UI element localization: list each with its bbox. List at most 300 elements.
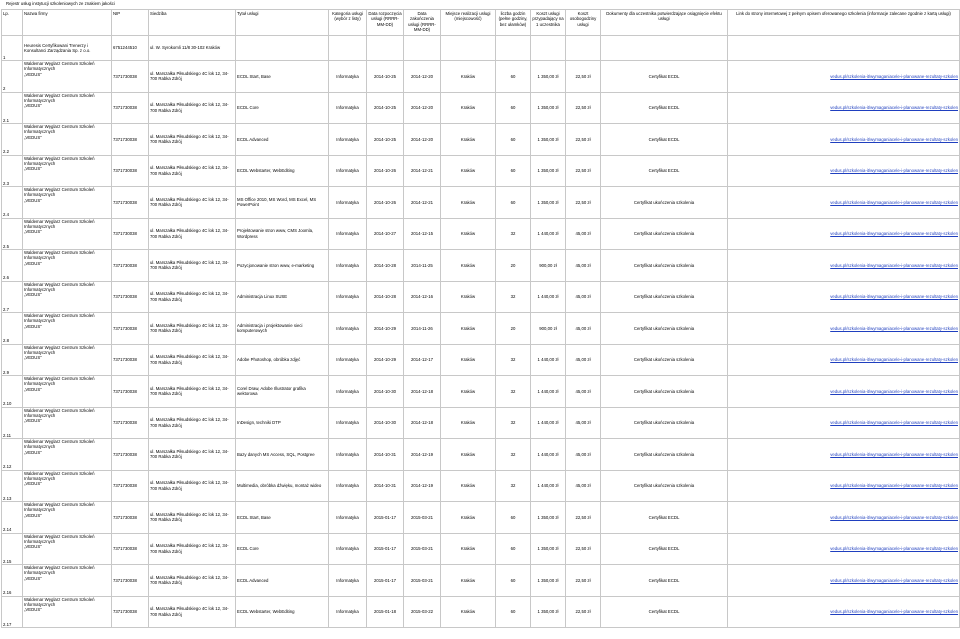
row-title: ECDL Start, Base: [236, 502, 329, 534]
row-cost-per-hour: 45,00 zł: [566, 313, 601, 345]
row-category: Informatyka: [329, 565, 367, 597]
row-provider: [23, 313, 112, 345]
row-place: Kraków: [441, 187, 496, 219]
row-link[interactable]: vedus.pl/szkolenia-it/wymaganiacele-i-planowane-rezultaty-szkolen: [728, 344, 960, 376]
row-document: Certyfikat ECDL: [601, 502, 728, 534]
header-documents: Dokumenty dla uczestnika potwierdzające osiągnięcie efektu usługi: [601, 10, 728, 36]
row-link[interactable]: vedus.pl/szkolenia-it/wymaganiacele-i-planowane-rezultaty-szkolen: [728, 439, 960, 471]
row-hours: 60: [496, 565, 531, 597]
provider-line: Waldemar Węglarz Centrum Szkoleń: [24, 92, 95, 98]
row-provider: [23, 407, 112, 439]
row-place: Kraków: [441, 470, 496, 502]
provider-line: „VEDUS”: [24, 481, 42, 487]
row-document: Certyfikat ukończenia szkolenia: [601, 470, 728, 502]
row-nip: 7371730038: [112, 187, 149, 219]
row-hours: 20: [496, 313, 531, 345]
row-link[interactable]: vedus.pl/szkolenia-it/wymaganiacele-i-planowane-rezultaty-szkolen: [728, 407, 960, 439]
row-cost: 900,00 zł: [531, 250, 566, 282]
provider-line: Informatycznych: [24, 570, 56, 576]
firm-nip: 6751244510: [112, 36, 149, 61]
provider-line: Waldemar Węglarz Centrum Szkoleń: [24, 61, 95, 66]
row-hours: 32: [496, 407, 531, 439]
header-start-date: Data rozpoczęcia usługi (RRRR-MM-DD): [367, 10, 404, 36]
row-hours: 60: [496, 61, 531, 93]
provider-line: Waldemar Węglarz Centrum Szkoleń: [24, 470, 95, 476]
row-seat: ul. Marszałka Piłsudskiego 4C lok 12, 34-700 Rabka Zdrój: [149, 376, 236, 408]
row-document: Certyfikat ECDL: [601, 155, 728, 187]
row-title: Administracja Linux SUSE: [236, 281, 329, 313]
row-category: Informatyka: [329, 281, 367, 313]
row-cost-per-hour: 22,50 zł: [566, 92, 601, 124]
firm-name: Heuresis Certyfikowani Trenerzy i Konsultanci Zarządzania Sp. z o.o.: [23, 36, 112, 61]
row-provider: [23, 533, 112, 565]
row-lp: 2.13: [2, 470, 23, 502]
row-document: Certyfikat ukończenia szkolenia: [601, 218, 728, 250]
firm-seat: ul. W. Syrokomli 11/8 30-102 Kraków: [149, 36, 236, 61]
row-cost: 1 350,00 zł: [531, 596, 566, 628]
row-cost: 1 440,00 zł: [531, 407, 566, 439]
provider-line: Waldemar Węglarz Centrum Szkoleń: [24, 407, 95, 413]
row-cost: 1 350,00 zł: [531, 502, 566, 534]
row-cost: 1 440,00 zł: [531, 470, 566, 502]
header-lp: Lp.: [2, 10, 23, 36]
row-end-date: 2014-11-26: [404, 313, 441, 345]
provider-line: „VEDUS”: [24, 355, 42, 361]
row-end-date: 2015-03-21: [404, 533, 441, 565]
row-end-date: 2015-03-21: [404, 502, 441, 534]
row-end-date: 2014-12-19: [404, 470, 441, 502]
row-place: Kraków: [441, 344, 496, 376]
provider-line: Waldemar Węglarz Centrum Szkoleń: [24, 218, 95, 224]
row-nip: 7371730038: [112, 376, 149, 408]
table-row: [2, 61, 960, 93]
row-start-date: 2014-10-26: [367, 155, 404, 187]
provider-line: Waldemar Węglarz Centrum Szkoleń: [24, 250, 95, 255]
row-place: Kraków: [441, 218, 496, 250]
row-cost-per-hour: 45,00 zł: [566, 250, 601, 282]
row-provider: [23, 596, 112, 628]
row-link[interactable]: vedus.pl/szkolenia-it/wymaganiacele-i-planowane-rezultaty-szkolen: [728, 502, 960, 534]
row-place: Kraków: [441, 250, 496, 282]
row-nip: 7371730038: [112, 313, 149, 345]
row-title: MS Office 2010, MS Word, MS Excel, MS PowerPoint: [236, 187, 329, 219]
row-end-date: 2014-12-16: [404, 281, 441, 313]
row-link[interactable]: vedus.pl/szkolenia-it/wymaganiacele-i-planowane-rezultaty-szkolen: [728, 565, 960, 597]
row-cost: 1 440,00 zł: [531, 344, 566, 376]
row-title: Pozycjonowanie stron www, e-marketing: [236, 250, 329, 282]
provider-line: Informatycznych: [24, 444, 56, 450]
row-cost-per-hour: 45,00 zł: [566, 470, 601, 502]
row-link[interactable]: vedus.pl/szkolenia-it/wymaganiacele-i-planowane-rezultaty-szkolen: [728, 596, 960, 628]
row-provider: [23, 344, 112, 376]
row-hours: 60: [496, 92, 531, 124]
row-nip: 7371730038: [112, 218, 149, 250]
row-end-date: 2014-12-21: [404, 187, 441, 219]
row-cost-per-hour: 22,50 zł: [566, 155, 601, 187]
row-provider: [23, 218, 112, 250]
row-nip: 7371730038: [112, 470, 149, 502]
row-lp: 2.10: [2, 376, 23, 408]
row-title: Adobe Photoshop, obróbka zdjęć: [236, 344, 329, 376]
row-category: Informatyka: [329, 376, 367, 408]
row-nip: 7371730038: [112, 439, 149, 471]
table-row: [2, 124, 960, 156]
provider-line: Informatycznych: [24, 601, 56, 607]
row-start-date: 2014-10-28: [367, 281, 404, 313]
row-seat: ul. Marszałka Piłsudskiego 4C lok 12, 34-700 Rabka Zdrój: [149, 155, 236, 187]
header-link: Link do strony internetowej z pełnym opisem oferowanego szkolenia (informacje zalecane zgodnie z kartą usługi): [728, 10, 960, 36]
row-lp: 2: [2, 61, 23, 93]
firm-lp: 1: [2, 36, 23, 61]
row-cost: 1 440,00 zł: [531, 376, 566, 408]
row-category: Informatyka: [329, 187, 367, 219]
row-title: Projektowanie stron www, CMS Joomla, Wordpress: [236, 218, 329, 250]
row-nip: 7371730038: [112, 533, 149, 565]
row-seat: ul. Marszałka Piłsudskiego 4C lok 12, 34-700 Rabka Zdrój: [149, 565, 236, 597]
row-lp: 2.8: [2, 313, 23, 345]
row-seat: ul. Marszałka Piłsudskiego 4C lok 12, 34-700 Rabka Zdrój: [149, 218, 236, 250]
row-nip: 7371730038: [112, 250, 149, 282]
row-category: Informatyka: [329, 155, 367, 187]
row-category: Informatyka: [329, 218, 367, 250]
row-link[interactable]: vedus.pl/szkolenia-it/wymaganiacele-i-planowane-rezultaty-szkolen: [728, 187, 960, 219]
row-place: Kraków: [441, 124, 496, 156]
row-seat: ul. Marszałka Piłsudskiego 4C lok 12, 34-700 Rabka Zdrój: [149, 533, 236, 565]
row-cost: 1 350,00 zł: [531, 565, 566, 597]
provider-line: Informatycznych: [24, 223, 56, 229]
table-row: [2, 187, 960, 219]
firm-row: [2, 36, 960, 61]
row-document: Certyfikat ECDL: [601, 61, 728, 93]
row-document: Certyfikat ukończenia szkolenia: [601, 344, 728, 376]
row-hours: 32: [496, 281, 531, 313]
row-seat: ul. Marszałka Piłsudskiego 4C lok 12, 34-700 Rabka Zdrój: [149, 502, 236, 534]
header-nip: NIP: [112, 10, 149, 36]
row-cost: 1 350,00 zł: [531, 92, 566, 124]
row-category: Informatyka: [329, 439, 367, 471]
row-lp: 2.2: [2, 124, 23, 156]
provider-line: „VEDUS”: [24, 607, 42, 613]
row-category: Informatyka: [329, 344, 367, 376]
row-seat: ul. Marszałka Piłsudskiego 4C lok 12, 34-700 Rabka Zdrój: [149, 281, 236, 313]
row-link[interactable]: vedus.pl/szkolenia-it/wymaganiacele-i-planowane-rezultaty-szkolen: [728, 313, 960, 345]
table-row: [2, 344, 960, 376]
row-provider: [23, 250, 112, 282]
row-place: Kraków: [441, 376, 496, 408]
row-document: Certyfikat ECDL: [601, 92, 728, 124]
table-row: [2, 92, 960, 124]
header-place: Miejsce realizacji usługi (miejscowość): [441, 10, 496, 36]
provider-line: Informatycznych: [24, 507, 56, 513]
row-provider: [23, 61, 112, 93]
provider-line: Informatycznych: [24, 318, 56, 324]
table-row: [2, 313, 960, 345]
table-row: [2, 502, 960, 534]
row-category: Informatyka: [329, 596, 367, 628]
provider-line: „VEDUS”: [24, 575, 42, 581]
provider-line: Informatycznych: [24, 160, 56, 166]
provider-line: Informatycznych: [24, 66, 56, 72]
provider-line: Informatycznych: [24, 255, 56, 261]
provider-line: „VEDUS”: [24, 197, 42, 203]
header-end-date: Data zakończenia usługi (RRRR-MM-DD): [404, 10, 441, 36]
row-lp: 2.9: [2, 344, 23, 376]
row-category: Informatyka: [329, 502, 367, 534]
row-cost-per-hour: 22,50 zł: [566, 124, 601, 156]
row-start-date: 2014-10-29: [367, 313, 404, 345]
row-provider: [23, 439, 112, 471]
row-title: Multimedia, obróbka dźwięku, montaż wideo: [236, 470, 329, 502]
provider-line: Waldemar Węglarz Centrum Szkoleń: [24, 502, 95, 507]
row-start-date: 2014-10-30: [367, 376, 404, 408]
table-row: [2, 596, 960, 628]
row-lp: 2.11: [2, 407, 23, 439]
row-document: Certyfikat ukończenia szkolenia: [601, 187, 728, 219]
row-cost: 1 350,00 zł: [531, 61, 566, 93]
row-start-date: 2014-10-27: [367, 218, 404, 250]
row-place: Kraków: [441, 407, 496, 439]
row-lp: 2.4: [2, 187, 23, 219]
row-cost: 900,00 zł: [531, 313, 566, 345]
row-category: Informatyka: [329, 407, 367, 439]
provider-line: Waldemar Węglarz Centrum Szkoleń: [24, 533, 95, 539]
row-provider: [23, 155, 112, 187]
row-lp: 2.1: [2, 92, 23, 124]
row-link[interactable]: vedus.pl/szkolenia-it/wymaganiacele-i-planowane-rezultaty-szkolen: [728, 124, 960, 156]
row-cost-per-hour: 45,00 zł: [566, 344, 601, 376]
row-category: Informatyka: [329, 124, 367, 156]
row-hours: 32: [496, 218, 531, 250]
provider-line: Informatycznych: [24, 381, 56, 387]
row-cost-per-hour: 22,50 zł: [566, 502, 601, 534]
row-start-date: 2015-01-17: [367, 502, 404, 534]
row-place: Kraków: [441, 596, 496, 628]
provider-line: „VEDUS”: [24, 449, 42, 455]
row-title: ECDL Advanced: [236, 124, 329, 156]
row-document: Certyfikat ukończenia szkolenia: [601, 313, 728, 345]
row-start-date: 2014-10-31: [367, 439, 404, 471]
provider-line: Waldemar Węglarz Centrum Szkoleń: [24, 344, 95, 350]
row-link[interactable]: vedus.pl/szkolenia-it/wymaganiacele-i-planowane-rezultaty-szkolen: [728, 155, 960, 187]
row-provider: [23, 281, 112, 313]
row-title: ECDL Advanced: [236, 565, 329, 597]
row-hours: 20: [496, 250, 531, 282]
header-seat: Siedziba: [149, 10, 236, 36]
row-nip: 7371730038: [112, 281, 149, 313]
row-link[interactable]: vedus.pl/szkolenia-it/wymaganiacele-i-planowane-rezultaty-szkolen: [728, 281, 960, 313]
row-cost-per-hour: 45,00 zł: [566, 281, 601, 313]
table-row: [2, 376, 960, 408]
row-hours: 32: [496, 439, 531, 471]
header-title: Tytuł usługi: [236, 10, 329, 36]
provider-line: „VEDUS”: [24, 103, 42, 109]
row-document: Certyfikat ukończenia szkolenia: [601, 376, 728, 408]
row-cost: 1 350,00 zł: [531, 124, 566, 156]
row-seat: ul. Marszałka Piłsudskiego 4C lok 12, 34-700 Rabka Zdrój: [149, 439, 236, 471]
row-seat: ul. Marszałka Piłsudskiego 4C lok 12, 34-700 Rabka Zdrój: [149, 187, 236, 219]
provider-line: Informatycznych: [24, 97, 56, 103]
row-cost: 1 440,00 zł: [531, 281, 566, 313]
header-hours: liczba godzin (pełne godziny, bez ułamków): [496, 10, 531, 36]
row-cost: 1 440,00 zł: [531, 439, 566, 471]
row-end-date: 2014-12-21: [404, 155, 441, 187]
row-title: Administracja i projektowanie sieci komputerowych: [236, 313, 329, 345]
row-place: Kraków: [441, 439, 496, 471]
row-cost-per-hour: 22,50 zł: [566, 187, 601, 219]
row-lp: 2.6: [2, 250, 23, 282]
table-row: [2, 218, 960, 250]
row-link[interactable]: vedus.pl/szkolenia-it/wymaganiacele-i-planowane-rezultaty-szkolen: [728, 533, 960, 565]
row-seat: ul. Marszałka Piłsudskiego 4C lok 12, 34-700 Rabka Zdrój: [149, 470, 236, 502]
row-end-date: 2014-12-18: [404, 376, 441, 408]
row-title: ECDL Webstarter, WebEditing: [236, 596, 329, 628]
row-place: Kraków: [441, 533, 496, 565]
row-cost-per-hour: 45,00 zł: [566, 218, 601, 250]
provider-line: „VEDUS”: [24, 260, 42, 266]
row-provider: [23, 470, 112, 502]
row-start-date: 2014-10-25: [367, 124, 404, 156]
row-hours: 32: [496, 470, 531, 502]
row-nip: 7371730038: [112, 407, 149, 439]
row-end-date: 2014-12-15: [404, 218, 441, 250]
row-start-date: 2014-10-25: [367, 92, 404, 124]
row-place: Kraków: [441, 92, 496, 124]
table-row: [2, 250, 960, 282]
registry-table: [1, 9, 960, 628]
row-provider: [23, 92, 112, 124]
row-link[interactable]: vedus.pl/szkolenia-it/wymaganiacele-i-planowane-rezultaty-szkolen: [728, 470, 960, 502]
table-row: [2, 470, 960, 502]
row-seat: ul. Marszałka Piłsudskiego 4C lok 12, 34-700 Rabka Zdrój: [149, 124, 236, 156]
row-end-date: 2014-12-20: [404, 92, 441, 124]
row-hours: 32: [496, 376, 531, 408]
row-cost-per-hour: 22,50 zł: [566, 596, 601, 628]
row-place: Kraków: [441, 61, 496, 93]
row-category: Informatyka: [329, 313, 367, 345]
header-category: Kategoria usługi (wybór z listy): [329, 10, 367, 36]
row-end-date: 2015-03-21: [404, 565, 441, 597]
provider-line: Informatycznych: [24, 286, 56, 292]
row-category: Informatyka: [329, 92, 367, 124]
header-row: [2, 10, 960, 36]
row-title: Bazy danych MS Access, SQL, Postgree: [236, 439, 329, 471]
provider-line: Waldemar Węglarz Centrum Szkoleń: [24, 281, 95, 287]
provider-line: „VEDUS”: [24, 418, 42, 424]
provider-line: Waldemar Węglarz Centrum Szkoleń: [24, 187, 95, 192]
provider-line: „VEDUS”: [24, 134, 42, 140]
row-hours: 60: [496, 596, 531, 628]
row-link[interactable]: vedus.pl/szkolenia-it/wymaganiacele-i-planowane-rezultaty-szkolen: [728, 376, 960, 408]
provider-line: Waldemar Węglarz Centrum Szkoleń: [24, 124, 95, 129]
row-hours: 60: [496, 533, 531, 565]
table-row: [2, 407, 960, 439]
row-start-date: 2015-01-17: [367, 533, 404, 565]
provider-line: Informatycznych: [24, 412, 56, 418]
header-cost-per-hour: Koszt osobogodziny usługi: [566, 10, 601, 36]
row-title: Corel Draw, Adobe Illustrator grafika wektorowa: [236, 376, 329, 408]
row-document: Certyfikat ECDL: [601, 533, 728, 565]
row-nip: 7371730038: [112, 155, 149, 187]
row-cost-per-hour: 45,00 zł: [566, 439, 601, 471]
row-document: Certyfikat ukończenia szkolenia: [601, 439, 728, 471]
row-end-date: 2014-12-20: [404, 61, 441, 93]
row-lp: 2.12: [2, 439, 23, 471]
row-seat: ul. Marszałka Piłsudskiego 4C lok 12, 34-700 Rabka Zdrój: [149, 344, 236, 376]
row-end-date: 2014-12-17: [404, 344, 441, 376]
row-document: Certyfikat ECDL: [601, 596, 728, 628]
row-document: Certyfikat ECDL: [601, 565, 728, 597]
row-provider: [23, 565, 112, 597]
row-cost-per-hour: 22,50 zł: [566, 565, 601, 597]
provider-line: Informatycznych: [24, 349, 56, 355]
row-provider: [23, 502, 112, 534]
row-cost-per-hour: 45,00 zł: [566, 376, 601, 408]
row-seat: ul. Marszałka Piłsudskiego 4C lok 12, 34-700 Rabka Zdrój: [149, 250, 236, 282]
provider-line: Waldemar Węglarz Centrum Szkoleń: [24, 439, 95, 444]
row-lp: 2.15: [2, 533, 23, 565]
provider-line: Informatycznych: [24, 129, 56, 135]
row-document: Certyfikat ECDL: [601, 124, 728, 156]
row-seat: ul. Marszałka Piłsudskiego 4C lok 12, 34-700 Rabka Zdrój: [149, 92, 236, 124]
provider-line: Waldemar Węglarz Centrum Szkoleń: [24, 565, 95, 570]
table-row: [2, 281, 960, 313]
row-nip: 7371730038: [112, 565, 149, 597]
row-seat: ul. Marszałka Piłsudskiego 4C lok 12, 34-700 Rabka Zdrój: [149, 596, 236, 628]
row-start-date: 2015-01-18: [367, 596, 404, 628]
row-cost: 1 350,00 zł: [531, 155, 566, 187]
row-hours: 60: [496, 155, 531, 187]
row-category: Informatyka: [329, 533, 367, 565]
row-start-date: 2014-10-31: [367, 470, 404, 502]
row-title: InDesign, techniki DTP: [236, 407, 329, 439]
table-row: [2, 565, 960, 597]
row-nip: 7371730038: [112, 92, 149, 124]
provider-line: Waldemar Węglarz Centrum Szkoleń: [24, 313, 95, 318]
row-nip: 7371730038: [112, 124, 149, 156]
row-cost-per-hour: 45,00 zł: [566, 407, 601, 439]
row-lp: 2.17: [2, 596, 23, 628]
row-cost-per-hour: 22,50 zł: [566, 61, 601, 93]
row-document: Certyfikat ukończenia szkolenia: [601, 281, 728, 313]
provider-line: „VEDUS”: [24, 229, 42, 235]
row-hours: 32: [496, 344, 531, 376]
provider-line: „VEDUS”: [24, 292, 42, 298]
header-firm-name: Nazwa firmy: [23, 10, 112, 36]
row-start-date: 2014-10-25: [367, 61, 404, 93]
row-start-date: 2015-01-17: [367, 565, 404, 597]
provider-line: „VEDUS”: [24, 166, 42, 172]
row-nip: 7371730038: [112, 344, 149, 376]
row-link[interactable]: vedus.pl/szkolenia-it/wymaganiacele-i-planowane-rezultaty-szkolen: [728, 250, 960, 282]
row-title: ECDL Core: [236, 92, 329, 124]
row-seat: ul. Marszałka Piłsudskiego 4C lok 12, 34-700 Rabka Zdrój: [149, 313, 236, 345]
page-title: Rejestr usług instytucji szkoleniowych ze znakiem jakości: [6, 1, 115, 6]
table-row: [2, 533, 960, 565]
row-link[interactable]: vedus.pl/szkolenia-it/wymaganiacele-i-planowane-rezultaty-szkolen: [728, 218, 960, 250]
row-nip: 7371730038: [112, 596, 149, 628]
row-link[interactable]: vedus.pl/szkolenia-it/wymaganiacele-i-planowane-rezultaty-szkolen: [728, 61, 960, 93]
row-nip: 7371730038: [112, 502, 149, 534]
row-provider: [23, 376, 112, 408]
row-link[interactable]: vedus.pl/szkolenia-it/wymaganiacele-i-planowane-rezultaty-szkolen: [728, 92, 960, 124]
provider-line: „VEDUS”: [24, 71, 42, 77]
provider-line: „VEDUS”: [24, 512, 42, 518]
row-lp: 2.3: [2, 155, 23, 187]
row-provider: [23, 124, 112, 156]
row-document: Certyfikat ukończenia szkolenia: [601, 250, 728, 282]
row-lp: 2.7: [2, 281, 23, 313]
row-lp: 2.14: [2, 502, 23, 534]
